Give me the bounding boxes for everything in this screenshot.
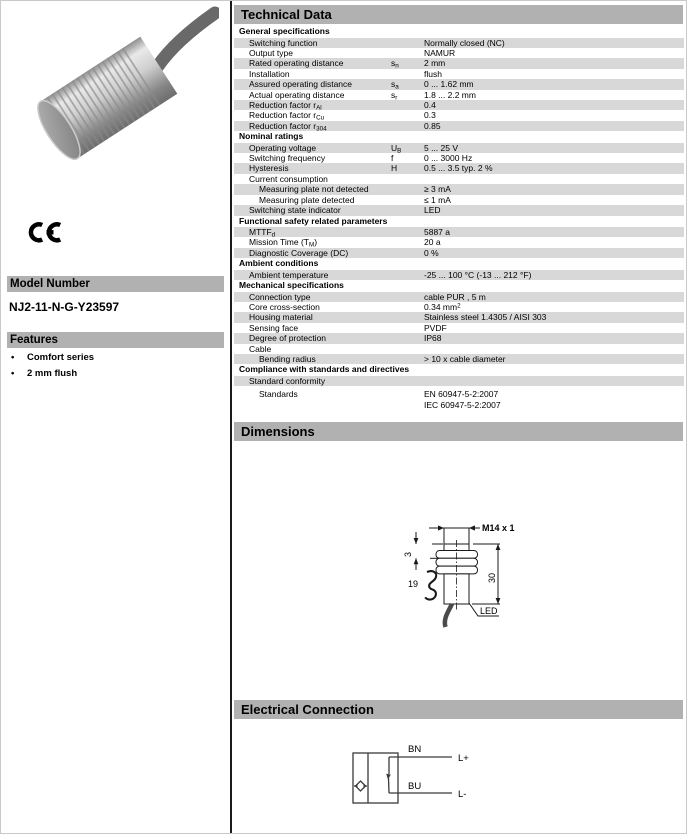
spec-label: Degree of protection [249,333,327,344]
spec-label: Reduction factor $r_{Al}$ [249,99,322,112]
spec-symbol [391,100,424,110]
spec-row [234,58,684,68]
body-length-label: 30 [487,572,497,583]
spec-row [234,48,684,58]
spec-row [234,184,684,194]
spec-value: ≤ 1 mA [424,194,451,205]
spec-label: Measuring plate not detected [259,184,369,195]
ce-mark-icon [27,220,65,246]
tip-length-label: 3 [403,551,413,557]
spec-value: Stainless steel 1.4305 / AISI 303 [424,312,547,323]
spec-label: Core cross-section [249,302,320,313]
spec-symbol [391,195,424,205]
spec-value: 2 mm [424,58,446,69]
wire-bn-label: BN [408,744,422,755]
spec-label: Connection type [249,291,311,302]
spec-label: $MTTF_d$ [249,227,276,239]
spec-symbol [391,110,424,120]
features-header-label: Features [10,334,58,346]
spec-row [234,174,684,184]
spec-value: 0 ... 1.62 mm [424,79,474,90]
spec-row [234,237,684,247]
spec-symbol [391,184,424,194]
section-title: Nominal ratings [239,131,304,142]
spec-symbol: f [391,153,394,164]
spec-symbol [391,69,424,79]
spec-value [424,376,684,386]
section-title: Functional safety related parameters [239,215,388,226]
wrench-size-label: 19 [408,579,419,589]
spec-symbol: $s_a$ [391,79,399,91]
spec-symbol [391,227,424,237]
spec-label: Hysteresis [249,163,289,174]
spec-symbol [391,237,424,247]
spec-label: Sensing face [249,322,299,333]
spec-value: 5 ... 25 V [424,142,459,153]
sensor-box [353,753,398,803]
features-list [9,350,94,381]
spec-label: Standards [259,389,298,400]
terminal-lplus-label: L+ [458,753,469,764]
spec-symbol: $s_r$ [391,89,398,102]
spec-symbol [391,292,424,302]
spec-value: cable PUR , 5 m [424,291,486,302]
spec-symbol [391,389,424,410]
spec-value: IP68 [424,333,442,344]
feature-item [9,366,94,382]
spec-row [234,110,684,120]
spec-value: 0.5 ... 3.5 typ. 2 % [424,163,493,174]
spec-label: Bending radius [259,354,316,365]
spec-value [424,344,684,354]
section-title: Mechanical specifications [239,280,344,291]
spec-symbol [391,376,424,386]
right-arrow-icon [364,784,368,788]
technical-data-header [234,5,683,24]
product-photo [7,3,219,197]
spec-row [234,344,684,354]
spec-symbol [391,312,424,322]
spec-table [234,26,684,410]
bullet-icon: • [11,352,15,363]
spec-value: flush [424,68,442,79]
spec-symbol: $U_B$ [391,142,402,155]
feature-text: 2 mm flush [27,367,78,379]
spec-label: Rated operating distance [249,58,344,69]
spec-label: Ambient temperature [249,269,329,280]
spec-symbol: H [391,163,398,174]
spec-label: Switching state indicator [249,205,341,216]
spec-row [234,143,684,153]
spec-value: 0.85 [424,120,441,131]
spec-row [234,302,684,312]
spec-symbol [391,354,424,364]
spec-value: ≥ 3 mA [424,184,451,195]
spec-row [234,354,684,364]
spec-label: Standard conformity [249,375,326,386]
spec-row [234,389,684,410]
spec-value: 0.34 $mm^2$ [424,302,461,313]
spec-label: Cable [249,343,272,354]
spec-row [234,333,684,343]
spec-label: Switching frequency [249,153,326,164]
features-header [7,332,224,348]
spec-symbol [391,121,424,131]
spec-value: EN 60947-5-2:2007 IEC 60947-5-2:2007 [424,389,501,410]
spec-label: Actual operating distance [249,89,345,100]
spec-row [234,121,684,131]
spec-row [234,248,684,258]
spec-row [234,69,684,79]
spec-symbol [391,323,424,333]
spec-row [234,323,684,333]
spec-symbol [391,205,424,215]
technical-data-header-label: Technical Data [241,7,332,22]
spec-row [234,90,684,100]
spec-label: Reduction factor $r_{Cu}$ [249,110,325,122]
spec-label: Switching function [249,37,318,48]
switch-arrow-icon [386,774,391,780]
spec-label: Assured operating distance [249,79,353,90]
spec-row [234,205,684,215]
spec-row [234,292,684,302]
spec-symbol [391,333,424,343]
spec-value: NAMUR [424,47,456,58]
column-divider [230,1,232,834]
model-number-header [7,276,224,292]
spec-value [424,174,684,184]
sensor-barrel [30,37,177,165]
spec-label: Reduction factor $r_{304}$ [249,120,327,133]
spec-value: LED [424,205,441,216]
dimension-drawing [396,507,601,655]
electrical-connection-header-label: Electrical Connection [241,702,374,717]
electrical-connection-header [234,700,683,719]
spec-value: > 10 x cable diameter [424,354,506,365]
model-number-value: NJ2-11-N-G-Y23597 [9,300,120,314]
bullet-icon: • [11,367,15,379]
terminal-lminus-label: L- [458,789,467,800]
spec-row [234,153,684,163]
dimensions-header [234,422,683,441]
spec-value: 0 ... 3000 Hz [424,153,473,164]
circuit-diagram [331,736,506,818]
spec-symbol: $s_n$ [391,58,399,70]
spec-value: 0.4 [424,99,436,110]
wrench-icon [425,571,436,599]
spec-row [234,195,684,205]
spec-value: 20 a [424,237,441,248]
spec-symbol [391,270,424,280]
model-number-header-label: Model Number [10,278,90,290]
spec-label: Measuring plate detected [259,194,355,205]
spec-value: -25 ... 100 °C (-13 ... 212 °F) [424,269,532,280]
dimensions-header-label: Dimensions [241,424,315,439]
spec-value: 0 % [424,247,439,258]
spec-row [234,79,684,89]
spec-label: Housing material [249,312,313,323]
spec-label: Operating voltage [249,142,317,153]
spec-label: Installation [249,68,290,79]
spec-row [234,227,684,237]
section-title: Ambient conditions [239,258,319,269]
spec-row [234,38,684,48]
spec-value: 1.8 ... 2.2 mm [424,89,476,100]
spec-row [234,163,684,173]
spec-row [234,312,684,322]
spec-symbol [391,38,424,48]
spec-value: Normally closed (NC) [424,37,505,48]
wire-bu-label: BU [408,781,422,792]
spec-label: Diagnostic Coverage (DC) [249,247,349,258]
feature-item [9,350,94,366]
spec-value: PVDF [424,322,447,333]
spec-label: Mission Time $(T_M)$ [249,237,318,249]
left-arrow-icon [354,784,358,788]
spec-row [234,376,684,386]
spec-value: 5887 a [424,227,450,237]
thread-size-label: M14 x 1 [482,523,515,533]
spec-label: Output type [249,47,293,58]
spec-row [234,270,684,280]
spec-value: 0.3 [424,110,436,121]
spec-symbol [391,344,424,354]
spec-label: Current consumption [249,173,328,184]
spec-symbol [391,302,424,312]
spec-symbol [391,174,424,184]
cable [158,13,215,66]
spec-symbol [391,248,424,258]
led-label: LED [480,606,498,616]
section-title: Compliance with standards and directives [239,364,410,375]
feature-text: Comfort series [27,352,95,363]
spec-symbol [391,48,424,58]
spec-row [234,100,684,110]
section-title: General specifications [239,26,330,36]
